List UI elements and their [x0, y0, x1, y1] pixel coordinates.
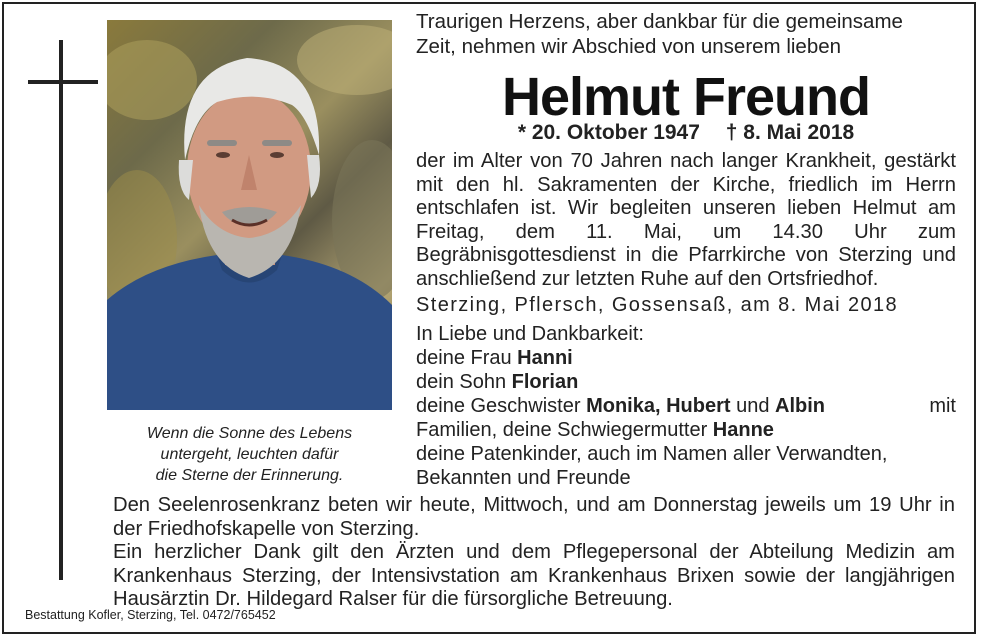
- family-heading: In Liebe und Dankbarkeit:: [416, 323, 644, 345]
- family-siblings: deine Geschwister Monika, Hubert und Albin mit: [416, 395, 956, 417]
- thanks-notice: Ein herzlicher Dank gilt den Ärzten und dem Pflegepersonal der Abteilung Medizin am Krankenhaus Sterzing, der Intensivstation am Krankenhaus Brixen sowie der langjährigen Hausärztin Dr. Hildegard Ralser für die fürsorgliche Betreuung.: [113, 541, 955, 610]
- family-son: dein Sohn Florian: [416, 371, 579, 393]
- family-wife: deine Frau Hanni: [416, 347, 573, 369]
- notice-body: der im Alter von 70 Jahren nach langer Krankheit, gestärkt mit den hl. Sakramenten der Kirche, friedlich im Herrn entschlafen ist. Wir begleiten unseren lieben Helmut am Freitag, dem 11. Mai, um 14.30 Uhr zum Begräbnisgottesdienst in die Pfarrkirche von Sterzing und anschließend zur letzten Ruhe auf den Ortsfriedhof.: [416, 150, 956, 290]
- intro-line: Zeit, nehmen wir Abschied von unserem lieben: [416, 35, 842, 58]
- place-date: Sterzing, Pflersch, Gossensaß, am 8. Mai 2018: [416, 294, 899, 316]
- family-mother-in-law: Familien, deine Schwiegermutter Hanne: [416, 419, 774, 441]
- quote-line: Wenn die Sonne des Lebens: [146, 425, 353, 442]
- funeral-home-contact: Bestattung Kofler, Sterzing, Tel. 0472/765452: [25, 608, 276, 622]
- quote-line: die Sterne der Erinnerung.: [155, 467, 344, 484]
- life-dates: [416, 121, 956, 145]
- family-godchildren: deine Patenkinder, auch im Namen aller Verwandten,: [416, 443, 888, 465]
- memorial-quote: [107, 423, 392, 486]
- portrait-photo: [107, 20, 392, 410]
- quote-line: untergeht, leuchten dafür: [160, 446, 339, 463]
- deceased-name: Helmut Freund: [501, 67, 870, 127]
- family-friends: Bekannten und Freunde: [416, 467, 631, 489]
- intro-line: Traurigen Herzens, aber dankbar für die gemeinsame: [416, 10, 903, 33]
- death-date: † 8. Mai 2018: [725, 121, 855, 144]
- rosary-notice: Den Seelenrosenkranz beten wir heute, Mittwoch, und am Donnerstag jeweils um 19 Uhr in der Friedhofskapelle von Sterzing.: [113, 494, 955, 540]
- birth-date: * 20. Oktober 1947: [517, 121, 700, 144]
